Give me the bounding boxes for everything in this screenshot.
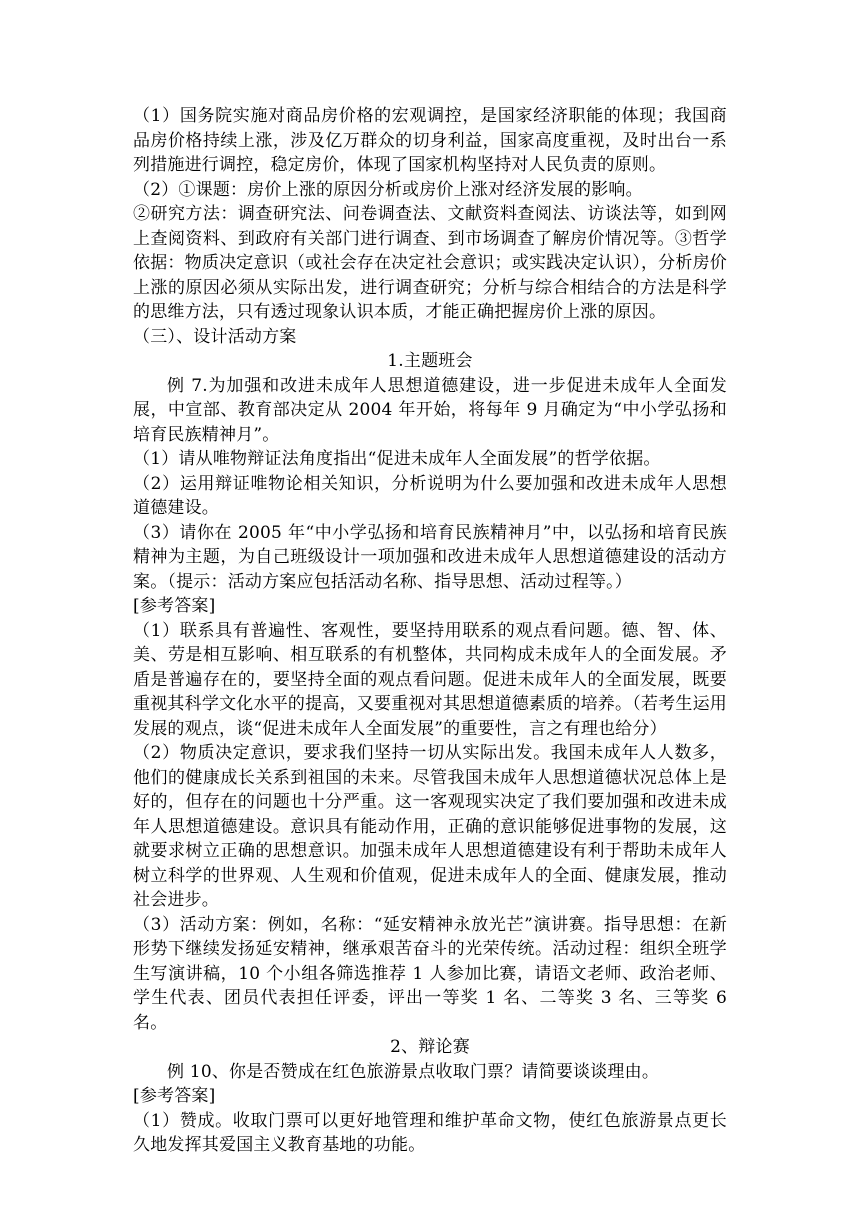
reference-answer-1: （1）联系具有普遍性、客观性，要坚持用联系的观点看问题。德、智、体、美、劳是相互影响、相互联系的有机整体，共同构成未成年人的全面发展。矛盾是普遍存在的，要坚持全面的观点看问题。促进未成年人的全面发展，既要重视其科学文化水平的提高，又要重视对其思想道德素质的培养。（若考生运用发展的观点，谈“促进未成年人全面发展”的重要性，言之有理也给分） (133, 620, 727, 739)
subheading-class-meeting: 1.主题班会 (387, 351, 473, 371)
reference-answer-2: （2）物质决定意识，要求我们坚持一切从实际出发。我国未成年人人数多，他们的健康成长关系到祖国的未来。尽管我国未成年人思想道德状况总体上是好的，但存在的问题也十分严重。这一客观现实决定了我们要加强和改进未成年人思想道德建设。意识具有能动作用，正确的意识能够促进事物的发展，这就要求树立正确的思想意识。加强未成年人思想道德建设有利于帮助未成年人树立科学的世界观、人生观和价值观，促进未成年人的全面、健康发展，推动社会进步。 (133, 743, 727, 910)
example-10-answer-1: （1）赞成。收取门票可以更好地管理和维护革命文物，使红色旅游景点更长久地发挥其爱国主义教育基地的功能。 (133, 1110, 727, 1155)
answer-1-state-regulation: （1）国务院实施对商品房价格的宏观调控，是国家经济职能的体现；我国商品房价格持续上涨，涉及亿万群众的切身利益，国家高度重视，及时出台一系列措施进行调控，稳定房价，体现了国家机构坚持对人民负责的原则。 (133, 106, 727, 175)
example-10-prompt: 例 10、你是否赞成在红色旅游景点收取门票？请简要谈谈理由。 (167, 1061, 660, 1082)
section-heading-activity-plan: （三）、设计活动方案 (133, 326, 297, 347)
question-3: （3）请你在 2005 年“中小学弘扬和培育民族精神月”中，以弘扬和培育民族精神为主题，为自己班级设计一项加强和改进未成年人思想道德建设的活动方案。（提示：活动方案应包括活动名称、指导思想、活动过程等。） (133, 522, 727, 592)
document-body (133, 104, 727, 1158)
question-2: （2）运用辩证唯物论相关知识，分析说明为什么要加强和改进未成年人思想道德建设。 (133, 473, 727, 518)
answer-2-topic: （2）①课题：房价上涨的原因分析或房价上涨对经济发展的影响。 (133, 179, 643, 200)
reference-answer-label: [参考答案] (133, 596, 216, 616)
reference-answer-3: （3）活动方案：例如，名称：“延安精神永放光芒”演讲赛。指导思想：在新形势下继续发扬延安精神，继承艰苦奋斗的光荣传统。活动过程：组织全班学生写演讲稿，10 个小组各筛选推荐 1 人参加比赛，请语文老师、政治老师、学生代表、团员代表担任评委，评出一等奖 1 名、二等奖 3 名、三等奖 6 名。 (133, 914, 727, 1033)
subheading-debate: 2、辩论赛 (390, 1037, 470, 1057)
question-1: （1）请从唯物辩证法角度指出“促进未成年人全面发展”的哲学依据。 (133, 449, 661, 469)
example-7-prompt: 例 7.为加强和改进未成年人思想道德建设，进一步促进未成年人全面发展，中宣部、教育部决定从 2004 年开始，将每年 9 月确定为“中小学弘扬和培育民族精神月”。 (133, 375, 727, 445)
answer-2-methods-basis: ②研究方法：调查研究法、问卷调查法、文献资料查阅法、访谈法等，如到网上查阅资料、到政府有关部门进行调查、到市场调查了解房价情况等。③哲学依据：物质决定意识（或社会存在决定社会意识；或实践决定认识），分析房价上涨的原因必须从实际出发，进行调查研究；分析与综合相结合的方法是科学的思维方法，只有透过现象认识本质，才能正确把握房价上涨的原因。 (133, 204, 727, 322)
reference-answer-label-2: [参考答案] (133, 1086, 216, 1106)
